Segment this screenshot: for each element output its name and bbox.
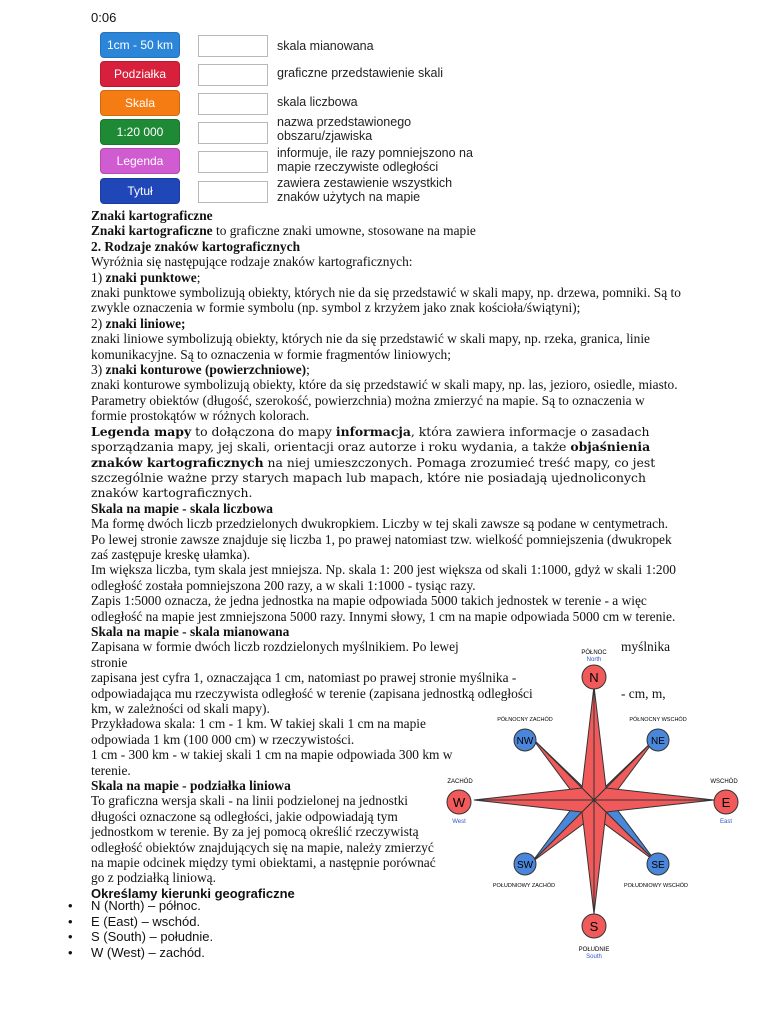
- text: na niej umieszczonych. Pomaga zrozumieć treść mapy, co jest szczególnie ważne przy starych mapach lub mapach, które nie posiadają ujednoliconych znaków kartograficznych.: [91, 454, 656, 501]
- sw-pl-label: POŁUDNIOWY ZACHÓD: [492, 883, 556, 889]
- list-item: [68, 898, 213, 914]
- bold-term: objaśnienia znaków kartograficznych: [91, 439, 651, 470]
- bullet: •: [68, 913, 73, 929]
- ne-pl-label: PÓŁNOCNY WSCHÓD: [629, 717, 687, 723]
- n-label: N: [589, 670, 599, 685]
- list-number: 1): [91, 269, 106, 285]
- list-number: 2): [91, 315, 106, 331]
- quiz-tile[interactable]: Tytuł: [100, 178, 180, 204]
- south-en-label: South: [586, 954, 602, 960]
- text: ;: [306, 362, 310, 378]
- paragraph: To graficzna wersja skali - na linii podzielonej na jednostki długości oznaczone są odległości, jakie odpowiadają tym jednostkom w terenie. By za jej pomocą określić rzeczywistą odległość obiektów znajdujących się na mapie, należy zmierzyć na mapie odcinek między tymi obiektami, a następnie porównać go z podziałką liniową.: [91, 793, 436, 886]
- quiz-row: [96, 115, 484, 145]
- drop-slot[interactable]: [198, 181, 268, 203]
- list-item-heading: [91, 270, 681, 285]
- list-item-heading: [91, 316, 681, 331]
- s-label: S: [589, 919, 599, 934]
- e-label: E: [721, 795, 731, 810]
- paragraph: Przykładowa skala: 1 cm - 1 km. W takiej skali 1 cm na mapie odpowiada 1 km (100 000 cm) w rzeczywistości.: [91, 716, 426, 747]
- list-item-text: S (South) – południe.: [91, 929, 214, 944]
- south-pl-label: POŁUDNIE: [578, 947, 610, 953]
- list-item-heading: [91, 362, 681, 377]
- matching-quiz: [96, 28, 484, 210]
- quiz-row: [96, 148, 484, 174]
- list-item: [68, 914, 213, 930]
- paragraph: [91, 223, 681, 238]
- list-item: [68, 945, 213, 961]
- quiz-row: [96, 178, 484, 204]
- list-number: 3): [91, 362, 106, 378]
- bold-term: znaki liniowe;: [105, 315, 186, 331]
- list-item-text: W (West) – zachód.: [91, 944, 205, 960]
- bold-term: Legenda mapy: [91, 423, 192, 439]
- text: Zapisana w formie dwóch liczb rozdzielonych myślnikiem. Po lewej stronie: [91, 639, 459, 670]
- quiz-row: [96, 90, 484, 116]
- drop-slot[interactable]: [198, 122, 268, 144]
- north-pl-label: PÓŁNOC: [581, 650, 607, 656]
- bold-term: informacja: [335, 423, 411, 439]
- quiz-row: [96, 61, 484, 87]
- paragraph: znaki konturowe symbolizują obiekty, które da się przedstawić w skali mapy, np. las, jezioro, osiedle, miasto. Parametry obiektów (długość, szerokość, powierzchnia) można zmierzyć na mapie. Są to oznaczenia w formie prostokątów w różnych kolorach.: [91, 377, 678, 424]
- se-pl-label: POŁUDNIOWY WSCHÓD: [623, 883, 689, 889]
- ne-label: NE: [651, 736, 665, 747]
- text: odpowiadająca mu rzeczywista odległość w terenie (zapisana jednostką odległości: [91, 685, 533, 701]
- paragraph: Ma formę dwóch liczb przedzielonych dwukropkiem. Liczby w tej skali zawsze są podane w centymetrach. Po lewej stronie zawsze znajduje się liczba 1, po prawej natomiast tzw. wielkość pomniejszenia (dwukropek zaś zastępuje kreskę ułamka).: [91, 516, 672, 562]
- bullet: •: [68, 944, 73, 960]
- timer-label: 0:06: [91, 10, 117, 25]
- sw-label: SW: [516, 860, 534, 871]
- bold-term: Znaki kartograficzne: [91, 223, 213, 239]
- heading: Skala na mapie - skala liczbowa: [91, 500, 273, 516]
- text: ;: [196, 269, 201, 285]
- heading: Skala na mapie - podziałka liniowa: [91, 778, 291, 794]
- list-item-text: E (East) – wschód.: [91, 913, 201, 929]
- bullet: •: [68, 929, 73, 944]
- drop-slot[interactable]: [198, 64, 268, 86]
- paragraph: znaki liniowe symbolizują obiekty, których nie da się przedstawić w skali mapy, np. rzeka, granica, linie komunikacyjne. Są to oznaczenia w formie fragmentów liniowych;: [91, 331, 651, 362]
- quiz-tile[interactable]: 1cm - 50 km: [100, 32, 180, 58]
- quiz-tile[interactable]: Podziałka: [100, 61, 180, 87]
- paragraph: Im większa liczba, tym skala jest mniejsza. Np. skala 1: 200 jest większa od skali 1:1000, gdyż w skali 1:200 odległość została pomniejszona 200 razy, a w skali 1:1000 - tysiąc razy.: [91, 562, 676, 593]
- paragraph: zapisana jest cyfra 1, oznaczająca 1 cm, natomiast po prawej stronie myślnika -: [91, 670, 517, 686]
- paragraph: Wyróżnia się następujące rodzaje znaków kartograficznych:: [91, 254, 413, 270]
- quiz-description: skala mianowana: [277, 39, 374, 53]
- text: myślnika: [621, 639, 671, 655]
- east-pl-label: WSCHÓD: [710, 779, 738, 785]
- paragraph: Zapis 1:5000 oznacza, że jedna jednostka na mapie odpowiada 5000 takich jednostek w terenie - a więc odległość na mapie jest zmniejszona 5000 razy. Innymi słowy, 1 cm na mapie odpowiada 5000 cm w terenie.: [91, 593, 676, 624]
- text: - cm, m,: [621, 685, 666, 701]
- heading: 2. Rodzaje znaków kartograficznych: [91, 238, 301, 254]
- list-item: [68, 929, 213, 945]
- text: to dołączona do mapy: [191, 423, 336, 439]
- quiz-tile[interactable]: Legenda: [100, 148, 180, 174]
- east-en-label: East: [719, 819, 733, 825]
- quiz-description: nazwa przedstawionego obszaru/zjawiska: [277, 115, 412, 143]
- nw-label: NW: [516, 736, 534, 747]
- directions-list: [68, 898, 213, 960]
- paragraph: km, w zależności od skali mapy).: [91, 701, 270, 716]
- quiz-tile[interactable]: Skala: [100, 90, 180, 116]
- west-pl-label: ZACHÓD: [447, 779, 473, 785]
- text: , która zawiera informacje o zasadach sporządzania mapy, jej skali, orientacji oraz autorze i roku wydania, a także: [91, 423, 650, 455]
- west-en-label: West: [452, 819, 466, 825]
- nw-pl-label: PÓŁNOCNY ZACHÓD: [497, 717, 553, 723]
- drop-slot[interactable]: [198, 93, 268, 115]
- bullet: •: [68, 898, 73, 913]
- heading: Znaki kartograficzne: [91, 208, 213, 223]
- w-label: W: [452, 795, 466, 810]
- compass-rose: [420, 640, 768, 960]
- quiz-tile[interactable]: 1:20 000: [100, 119, 180, 145]
- quiz-description: graficzne przedstawienie skali: [277, 66, 444, 80]
- list-item-text: N (North) – północ.: [91, 898, 201, 913]
- quiz-description: zawiera zestawienie wszystkich znaków użytych na mapie: [277, 176, 453, 204]
- north-en-label: North: [586, 657, 602, 663]
- heading: Skala na mapie - skala mianowana: [91, 623, 290, 639]
- se-label: SE: [651, 860, 665, 871]
- quiz-row: [96, 32, 484, 58]
- heading: Określamy kierunki geograficzne: [91, 885, 295, 901]
- bold-term: znaki punktowe: [105, 269, 197, 285]
- quiz-description: skala liczbowa: [277, 95, 358, 109]
- paragraph: znaki punktowe symbolizują obiekty, których nie da się przedstawić w skali mapy, np. drzewa, pomniki. Są to zwykle oznaczenia w formie symbolu (np. symbol z krzyżem jako znak kościoła/świątyni);: [91, 285, 681, 316]
- drop-slot[interactable]: [198, 35, 268, 57]
- text: to graficzne znaki umowne, stosowane na mapie: [212, 223, 476, 239]
- quiz-description: informuje, ile razy pomniejszono na mapie rzeczywiste odległości: [277, 146, 473, 174]
- bold-term: znaki konturowe (powierzchniowe): [105, 362, 307, 378]
- drop-slot[interactable]: [198, 151, 268, 173]
- paragraph: 1 cm - 300 km - w takiej skali 1 cm na mapie odpowiada 300 km w terenie.: [91, 747, 453, 778]
- paragraph: [91, 424, 681, 501]
